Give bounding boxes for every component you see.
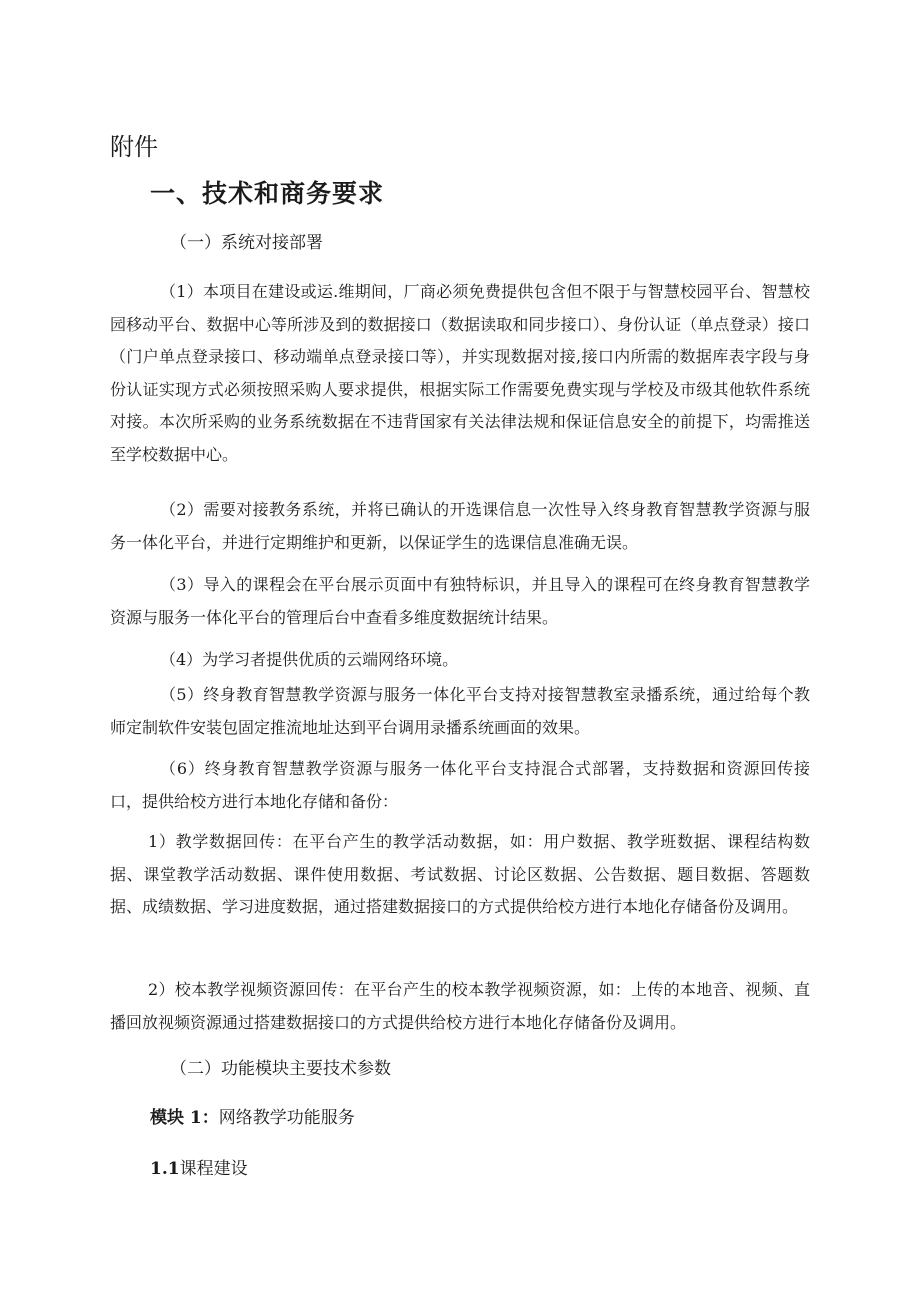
annex-title: 附件 — [110, 133, 158, 161]
subsection-1-title: （一）系统对接部署 — [170, 233, 323, 253]
paragraph-6: （6）终身教育智慧教学资源与服务一体化平台支持混合式部署，支持数据和资源回传接口，提供给校方进行本地化存储和备份： — [110, 759, 810, 811]
paragraph-3: （3）导入的课程会在平台展示页面中有独特标识，并且导入的课程可在终身教育智慧教学资源与服务一体化平台的管理后台中查看多维度数据统计结果。 — [110, 575, 810, 627]
module-1-heading — [150, 1103, 355, 1128]
paragraph-1: （1）本项目在建设或运.维期间，厂商必须免费提供包含但不限于与智慧校园平台、智慧校园移动平台、数据中心等所涉及到的数据接口（数据读取和同步接口）、身份认证（单点登录）接口（门户单点登录接口、移动端单点登录接口等），并实现数据对接,接口内所需的数据库表字段与身份认证实现方式必须按照采购人要求提供，根据实际工作需要免费实现与学校及市级其他软件系统对接。本次所采购的业务系统数据在不违背国家有关法律法规和保证信息安全的前提下，均需推送至学校数据中心。 — [110, 282, 810, 464]
section-1-1-number: 1.1 — [150, 1159, 180, 1179]
paragraph-7: 1）教学数据回传：在平台产生的教学活动数据，如：用户数据、教学班数据、课程结构数据、课堂教学活动数据、课件使用数据、考试数据、讨论区数据、公告数据、题目数据、答题数据、成绩数据、学习进度数据，通过搭建数据接口的方式提供给校方进行本地化存储备份及调用。 — [110, 832, 810, 916]
paragraph-5: （5）终身教育智慧教学资源与服务一体化平台支持对接智慧教室录播系统，通过给每个教师定制软件安装包固定推流地址达到平台调用录播系统画面的效果。 — [110, 685, 810, 737]
module-1-title: 网络教学功能服务 — [218, 1108, 355, 1128]
module-1-prefix: 模块 1： — [150, 1108, 219, 1128]
subsection-2-title: （二）功能模块主要技术参数 — [170, 1059, 391, 1079]
paragraph-8: 2）校本教学视频资源回传：在平台产生的校本教学视频资源，如：上传的本地音、视频、直播回放视频资源通过搭建数据接口的方式提供给校方进行本地化存储备份及调用。 — [110, 980, 810, 1032]
section-1-1-title: 课程建设 — [179, 1159, 248, 1179]
section-1-title: 一、技术和商务要求 — [150, 179, 385, 208]
paragraph-2: （2）需要对接教务系统，并将已确认的开选课信息一次性导入终身教育智慧教学资源与服务一体化平台，并进行定期维护和更新，以保证学生的选课信息准确无误。 — [110, 500, 810, 552]
paragraph-4: （4）为学习者提供优质的云端网络环境。 — [160, 650, 459, 669]
section-1-1-heading — [150, 1154, 248, 1179]
